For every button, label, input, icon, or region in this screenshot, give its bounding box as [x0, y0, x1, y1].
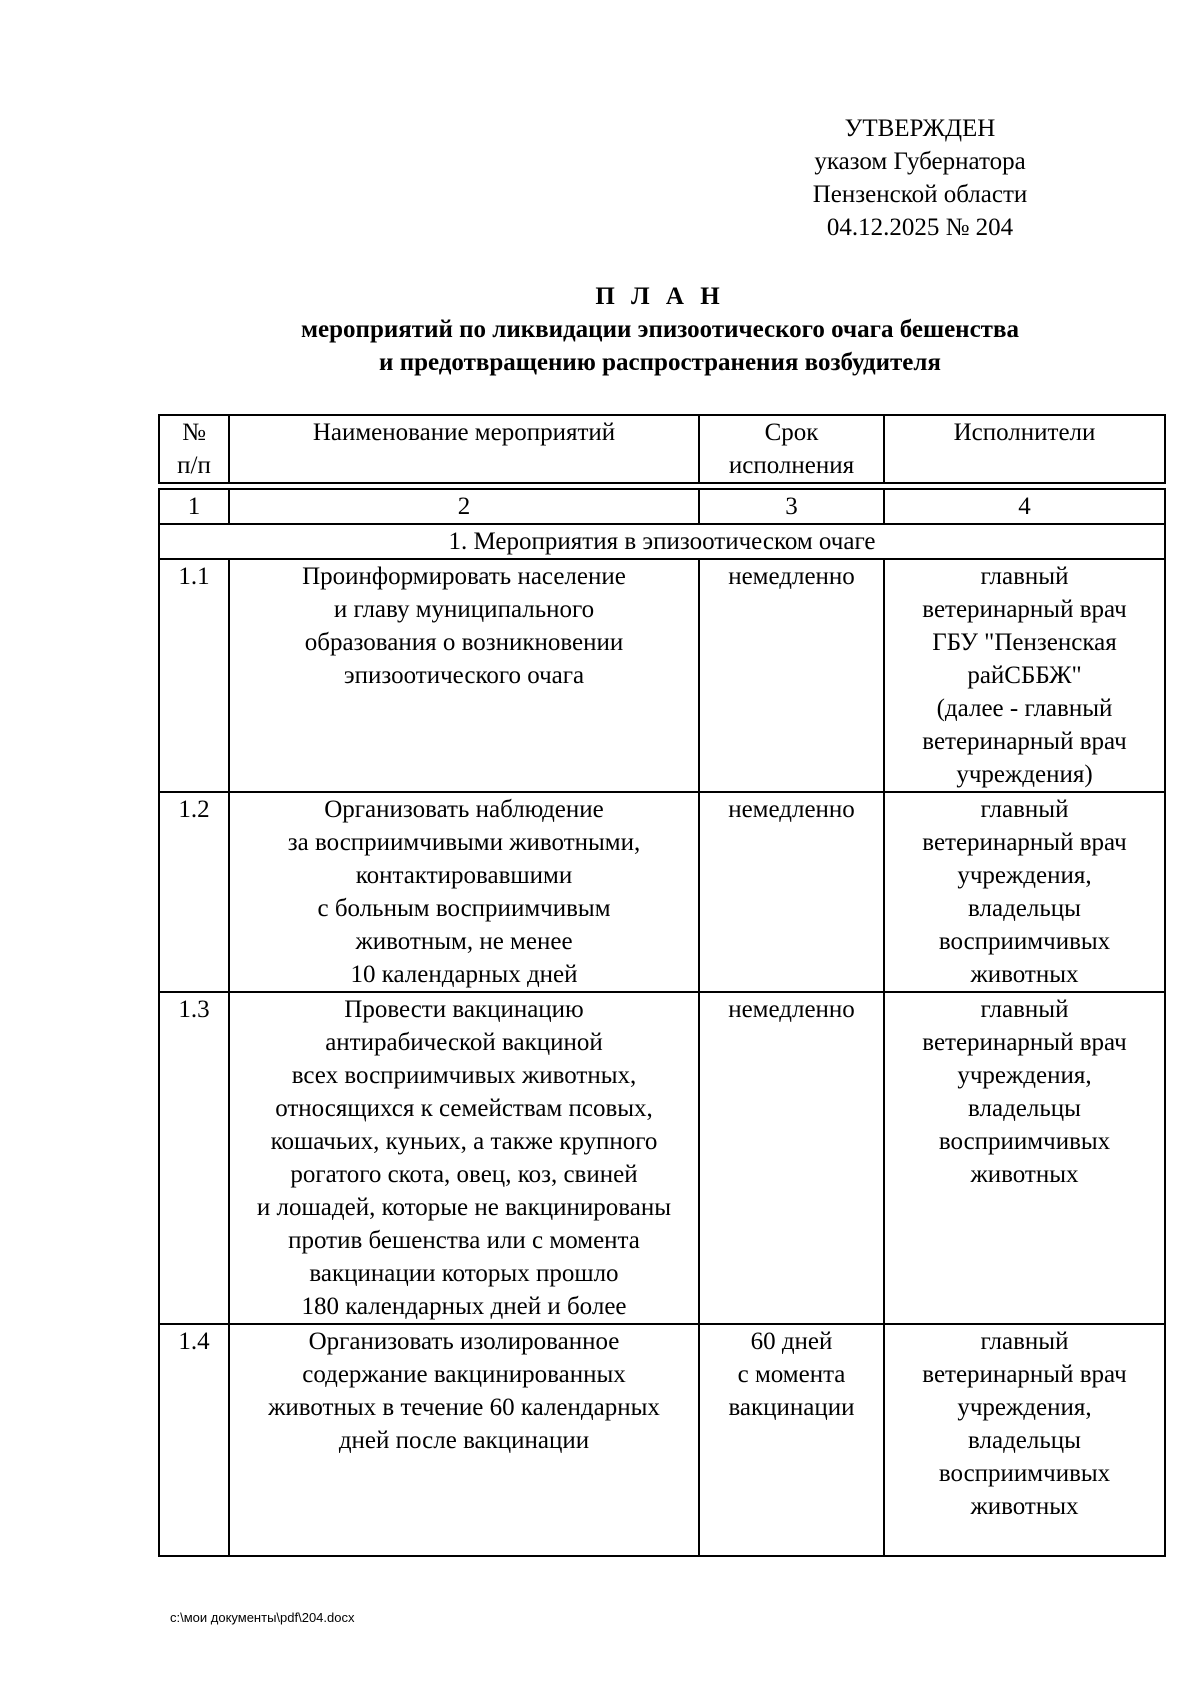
row-executors	[884, 992, 1165, 1324]
row-activity-line: вакцинации которых прошло	[309, 1260, 619, 1287]
row-executors-line: ветеринарный врач	[922, 829, 1127, 856]
row-activity-line: и лошадей, которые не вакцинированы	[256, 1194, 672, 1221]
row-term	[699, 1324, 884, 1556]
column-number-row	[159, 489, 1165, 524]
table-row	[159, 992, 1165, 1324]
header-num: № п/п	[159, 415, 229, 483]
row-term-line: с момента	[737, 1361, 846, 1388]
row-executors-line: восприимчивых	[938, 1128, 1111, 1155]
approval-decree: указом Губернатора	[814, 148, 1026, 175]
approval-block	[760, 112, 1080, 244]
row-number: 1.1	[159, 559, 229, 792]
approval-region: Пензенской области	[812, 181, 1028, 208]
file-path-footer: c:\мои документы\pdf\204.docx	[170, 1610, 355, 1625]
row-executors-line: животных	[970, 1493, 1079, 1520]
document-title	[150, 280, 1170, 379]
row-activity	[229, 1324, 699, 1556]
row-executors-line: животных	[970, 1161, 1079, 1188]
row-activity-line: эпизоотического очага	[343, 662, 585, 689]
row-term-line: немедленно	[728, 996, 855, 1023]
title-subtitle-line2: и предотвращению распространения возбудителя	[379, 349, 941, 376]
row-term	[699, 559, 884, 792]
table-row	[159, 1324, 1165, 1556]
row-activity-line: с больным восприимчивым	[317, 895, 611, 922]
column-number: 3	[699, 489, 884, 524]
row-executors-line: главный	[980, 1328, 1069, 1355]
row-activity-line: 10 календарных дней	[350, 961, 578, 988]
row-executors-line: восприимчивых	[938, 1460, 1111, 1487]
table-header-row	[159, 415, 1165, 483]
section-title: 1. Мероприятия в эпизоотическом очаге	[159, 524, 1165, 559]
column-number: 1	[159, 489, 229, 524]
row-activity-line: животным, не менее	[355, 928, 573, 955]
row-activity-line: дней после вакцинации	[338, 1427, 590, 1454]
row-executors-line: учреждения,	[957, 1394, 1092, 1421]
row-term	[699, 992, 884, 1324]
row-executors-line: главный	[980, 796, 1069, 823]
row-executors-line: ветеринарный врач	[922, 728, 1127, 755]
row-activity-line: всех восприимчивых животных,	[291, 1062, 637, 1089]
row-number: 1.4	[159, 1324, 229, 1556]
row-activity	[229, 559, 699, 792]
header-executors: Исполнители	[884, 415, 1165, 483]
row-activity-line: образования о возникновении	[304, 629, 624, 656]
row-activity-line: Провести вакцинацию	[344, 996, 584, 1023]
row-executors-line: учреждения,	[957, 1062, 1092, 1089]
row-number: 1.3	[159, 992, 229, 1324]
plan-table-body	[159, 415, 1165, 1556]
column-number: 2	[229, 489, 699, 524]
row-executors-line: животных	[970, 961, 1079, 988]
header-name: Наименование мероприятий	[229, 415, 699, 483]
row-activity-line: животных в течение 60 календарных	[268, 1394, 660, 1421]
row-activity-line: против бешенства или с момента	[288, 1227, 640, 1254]
title-main: П Л А Н	[595, 283, 725, 310]
row-activity-line: рогатого скота, овец, коз, свиней	[290, 1161, 638, 1188]
section-row	[159, 524, 1165, 559]
row-executors-line: главный	[980, 996, 1069, 1023]
row-activity-line: содержание вакцинированных	[302, 1361, 626, 1388]
row-executors-line: владельцы	[968, 1427, 1081, 1454]
row-activity	[229, 792, 699, 992]
row-executors-line: восприимчивых	[938, 928, 1111, 955]
approval-status: УТВЕРЖДЕН	[844, 115, 996, 142]
row-executors	[884, 792, 1165, 992]
row-executors-line: ветеринарный врач	[922, 596, 1127, 623]
row-number: 1.2	[159, 792, 229, 992]
row-term-line: немедленно	[728, 796, 855, 823]
table-row	[159, 559, 1165, 792]
row-executors-line: владельцы	[968, 1095, 1081, 1122]
row-executors-line: учреждения,	[957, 862, 1092, 889]
plan-table	[158, 414, 1166, 1557]
row-executors-line: учреждения)	[956, 761, 1093, 788]
row-activity-line: контактировавшими	[355, 862, 573, 889]
row-executors-line: главный	[980, 563, 1069, 590]
row-activity-line: за восприимчивыми животными,	[287, 829, 641, 856]
row-executors-line: владельцы	[968, 895, 1081, 922]
row-activity	[229, 992, 699, 1324]
row-activity-line: Организовать наблюдение	[324, 796, 604, 823]
row-activity-line: 180 календарных дней и более	[301, 1293, 627, 1320]
row-executors-line: ГБУ "Пензенская	[932, 629, 1117, 656]
approval-date-number: 04.12.2025 № 204	[826, 214, 1014, 241]
row-executors-line: райСББЖ"	[967, 662, 1082, 689]
row-activity-line: и главу муниципального	[333, 596, 595, 623]
row-activity-line: Проинформировать население	[302, 563, 626, 590]
column-number: 4	[884, 489, 1165, 524]
header-term: Срок исполнения	[699, 415, 884, 483]
row-activity-line: Организовать изолированное	[308, 1328, 620, 1355]
row-executors-line: ветеринарный врач	[922, 1029, 1127, 1056]
row-executors	[884, 559, 1165, 792]
table-row	[159, 792, 1165, 992]
row-term	[699, 792, 884, 992]
row-executors-line: ветеринарный врач	[922, 1361, 1127, 1388]
row-term-line: немедленно	[728, 563, 855, 590]
row-executors	[884, 1324, 1165, 1556]
row-term-line: вакцинации	[728, 1394, 855, 1421]
row-activity-line: относящихся к семействам псовых,	[275, 1095, 653, 1122]
row-executors-line: (далее - главный	[936, 695, 1113, 722]
row-activity-line: кошачьих, куньих, а также крупного	[270, 1128, 658, 1155]
title-subtitle-line1: мероприятий по ликвидации эпизоотического очага бешенства	[301, 316, 1019, 343]
row-term-line: 60 дней	[750, 1328, 833, 1355]
row-activity-line: антирабической вакциной	[325, 1029, 603, 1056]
